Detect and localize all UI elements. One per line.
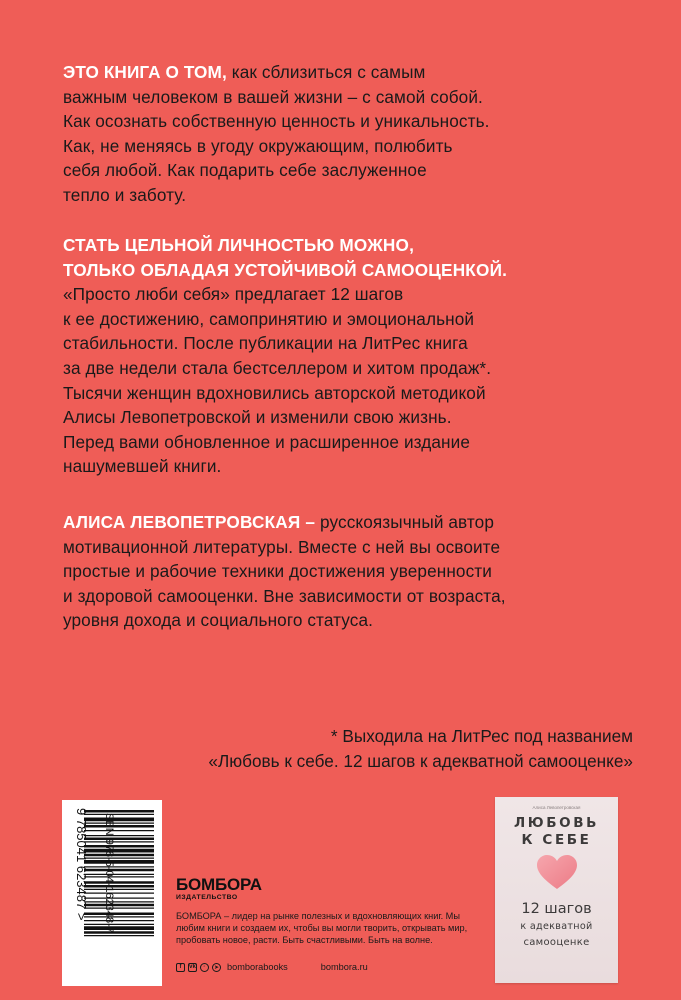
publisher-description: БОМБОРА – лидер на рынке полезных и вдохновляющих книг. Мы любим книги и создаем их, чтобы вы могли творить, открывать мир, пробовать новое, расти. Быть счастливыми. Быть на волне. — [176, 911, 468, 945]
author-line-5: уровня дохода и социального статуса. — [63, 610, 373, 631]
barcode-bar — [84, 913, 154, 916]
method-line-8: нашумевшей книги. — [63, 456, 222, 477]
barcode-bar — [84, 893, 154, 894]
facebook-icon[interactable]: f — [176, 963, 185, 972]
author-line-2: мотивационной литературы. Вместе с ней вы освоите — [63, 536, 501, 557]
author-text — [63, 510, 623, 633]
barcode-bar — [84, 869, 154, 872]
barcode-bar — [84, 920, 154, 921]
barcode-bar — [84, 849, 154, 853]
book-cover-thumbnail — [495, 797, 618, 983]
social-links — [176, 960, 368, 974]
author-line-1: русскоязычный автор — [315, 512, 494, 532]
intro-line-5: себя любой. Как подарить себе заслуженное — [63, 160, 427, 181]
method-line-4: за две недели стала бестселлером и хитом продаж*. — [63, 357, 492, 378]
publisher-sub: ИЗДАТЕЛЬСТВО — [176, 894, 238, 901]
method-line-3: стабильности. После публикации на ЛитРес книга — [63, 333, 468, 354]
instagram-icon[interactable]: ◦ — [200, 963, 209, 972]
barcode-bar — [84, 901, 154, 902]
method-paragraph — [63, 233, 623, 479]
barcode-bar — [84, 924, 154, 925]
barcode-bar — [84, 866, 154, 867]
barcode-bar — [84, 858, 154, 859]
cover-subtitle-1: к адекватной — [520, 921, 593, 932]
barcode-bar — [84, 818, 154, 822]
intro-text — [63, 60, 623, 208]
intro-line-2: важным человеком в вашей жизни – с самой собой. — [63, 86, 483, 107]
barcode-bar — [84, 904, 154, 907]
barcode-bar — [84, 841, 154, 842]
barcode-bar — [84, 908, 154, 909]
barcode-bar — [84, 881, 154, 884]
barcode-bar — [84, 835, 154, 836]
intro-paragraph — [63, 60, 623, 208]
method-lead-1: СТАТЬ ЦЕЛЬНОЙ ЛИЧНОСТЬЮ МОЖНО, — [63, 235, 415, 255]
footnote — [33, 724, 633, 773]
method-line-5: Тысячи женщин вдохновились авторской методикой — [63, 382, 486, 403]
barcode-bar — [84, 860, 154, 864]
method-text — [63, 233, 623, 479]
method-line-7: Перед вами обновленное и расширенное издание — [63, 431, 471, 452]
cover-subtitle-2: самооценке — [523, 937, 590, 948]
barcode-bar — [84, 814, 154, 815]
intro-line-1: как сблизиться с самым — [226, 62, 426, 82]
footnote-line-1: * Выходила на ЛитРес под названием — [330, 726, 633, 746]
barcode-bar — [84, 931, 154, 934]
isbn-label: ISBN 978-5-04-162348-7 — [103, 810, 115, 933]
barcode-bar — [84, 823, 154, 824]
barcode-bar — [84, 810, 154, 813]
author-paragraph — [63, 510, 623, 633]
barcode-bar — [84, 876, 154, 877]
barcode-bar — [84, 825, 154, 828]
telegram-icon[interactable]: ➤ — [213, 964, 220, 971]
author-line-3: простые и рабочие техники достижения уверенности — [63, 561, 492, 582]
website-link[interactable]: bombora.ru — [320, 962, 368, 972]
cover-title-line-1: ЛЮБОВЬ — [513, 815, 599, 831]
intro-line-4: Как, не меняясь в угоду окружающим, полюбить — [63, 135, 453, 156]
barcode-bar — [84, 830, 154, 831]
method-line-6: Алисы Левопетровской и изменили свою жизнь. — [63, 407, 452, 428]
barcode-bar — [84, 838, 154, 841]
barcode-bar — [84, 885, 154, 888]
author-lead: АЛИСА ЛЕВОПЕТРОВСКАЯ – — [63, 512, 316, 532]
cover-title-line-2: К СЕБЕ — [521, 832, 592, 848]
cover-steps: 12 шагов — [521, 901, 592, 917]
publisher-brand: БОМБОРА — [176, 875, 262, 894]
intro-line-3: Как осознать собственную ценность и уникальность. — [63, 111, 490, 132]
social-handle[interactable]: bomborabooks — [227, 962, 288, 972]
barcode-bar — [84, 916, 154, 917]
barcode-bar — [84, 935, 154, 936]
method-line-1: «Просто люби себя» предлагает 12 шагов — [63, 284, 404, 305]
heart-icon — [537, 855, 577, 891]
barcode-bar — [84, 854, 154, 857]
method-lead-2: ТОЛЬКО ОБЛАДАЯ УСТОЙЧИВОЙ САМООЦЕНКОЙ. — [63, 259, 508, 280]
barcode-bar — [84, 898, 154, 899]
footnote-line-2: «Любовь к себе. 12 шагов к адекватной самооценке» — [208, 750, 633, 771]
author-line-4: и здоровой самооценки. Вне зависимости от возраста, — [63, 585, 506, 606]
barcode-bar — [84, 926, 154, 930]
publisher-logo — [176, 876, 262, 902]
barcode-bar — [84, 845, 154, 848]
barcode-bar — [84, 874, 154, 875]
intro-line-6: тепло и заботу. — [63, 184, 187, 205]
intro-lead: ЭТО КНИГА О ТОМ, — [63, 62, 227, 82]
method-line-2: к ее достижению, самопринятию и эмоциональной — [63, 308, 475, 329]
barcode-digits: 9 785041 623487 > — [74, 808, 89, 921]
vk-icon[interactable]: vk — [189, 964, 196, 970]
barcode-bar — [84, 889, 154, 890]
cover-author: Алиса Левопетровская — [532, 805, 581, 810]
